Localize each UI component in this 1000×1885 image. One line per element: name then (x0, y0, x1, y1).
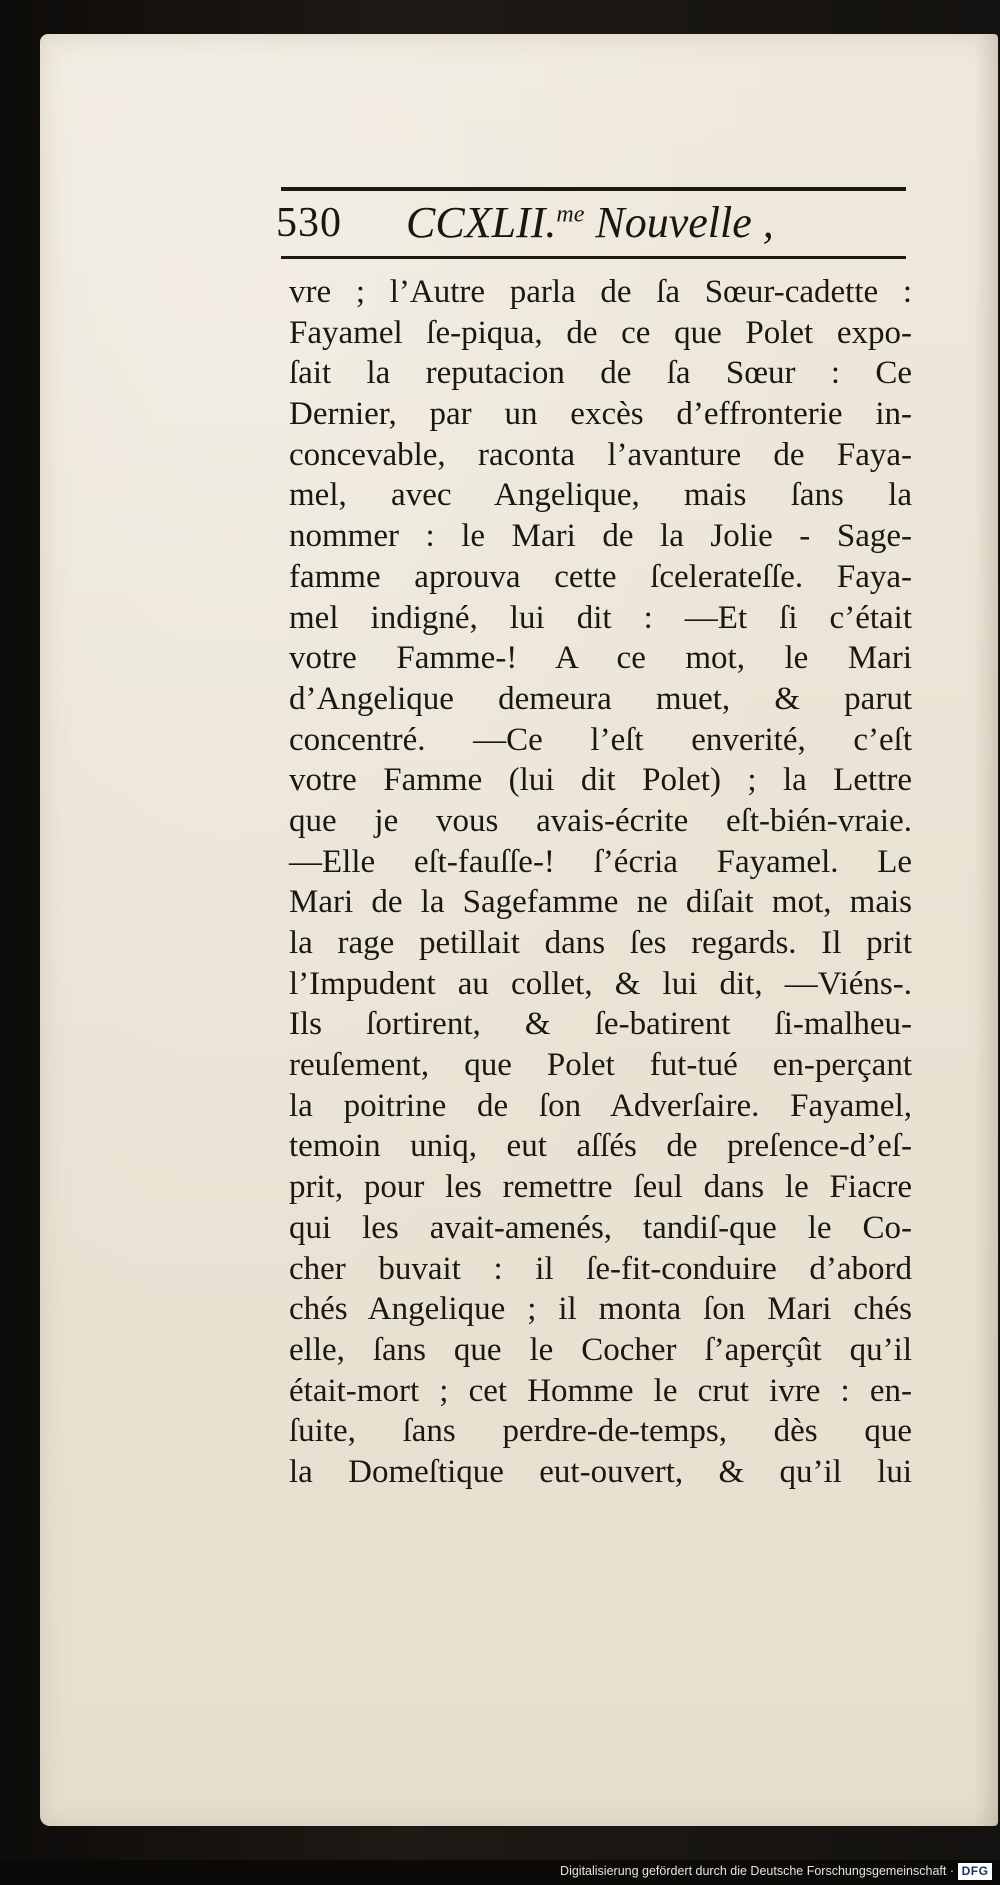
text-line: la Domeſtique eut-ouvert, & qu’il lui (289, 1453, 912, 1490)
running-head (406, 197, 774, 248)
header-rule-bottom (281, 256, 906, 259)
running-head-superscript: me (556, 201, 585, 228)
text-line: votre Famme (lui dit Polet) ; la Lettre (289, 762, 912, 799)
text-line: mel, avec Angelique, mais ſans la (289, 477, 912, 514)
body-text (289, 272, 912, 1493)
page-number: 530 (276, 200, 342, 246)
text-line: la poitrine de ſon Adverſaire. Fayamel, (289, 1087, 912, 1124)
page-header (276, 193, 916, 255)
text-line: Dernier, par un excès d’effronterie in- (289, 396, 912, 433)
digitization-credit: Digitalisierung gefördert durch die Deutsche Forschungsgemeinschaft · (560, 1864, 954, 1878)
text-line: mel indigné, lui dit : —Et ſi c’était (289, 599, 912, 636)
text-line: prit, pour les remettre ſeul dans le Fiacre (289, 1169, 912, 1206)
text-line: chés Angelique ; il monta ſon Mari chés (289, 1291, 912, 1328)
text-line: concentré. —Ce l’eſt enverité, c’eſt (289, 721, 912, 758)
text-line: vre ; l’Autre parla de ſa Sœur-cadette : (289, 274, 912, 310)
text-line: temoin uniq, eut aſſés de preſence-d’eſ- (289, 1128, 912, 1165)
page-edge-shadow (974, 34, 998, 1826)
text-line: famme aprouva cette ſceleratеſſe. Faya- (289, 558, 912, 595)
running-head-numeral: CCXLII. (406, 198, 557, 247)
text-line: —Elle eſt-fauſſe-! ſ’écria Fayamel. Le (289, 843, 912, 880)
text-line: l’Impudent au collet, & lui dit, —Viéns-. (289, 965, 912, 1002)
text-line: Fayamel ſe-piqua, de ce que Polet expo- (289, 314, 912, 351)
text-line: cher buvait : il ſe-fit-conduire d’abord (289, 1250, 912, 1287)
header-rule-top (281, 187, 906, 191)
text-line: la rage petillait dans ſes regards. Il prit (289, 925, 912, 961)
text-line: ſuite, ſans perdre-de-temps, dès que (289, 1413, 912, 1450)
dfg-logo: DFG (958, 1863, 992, 1880)
text-line: nommer : le Mari de la Jolie - Sage- (289, 518, 912, 555)
text-line: qui les avait-amenés, tandiſ-que le Co- (289, 1209, 912, 1246)
text-line: Ils ſortirent, & ſe-batirent ſi-malheu- (289, 1006, 912, 1043)
text-line: elle, ſans que le Cocher ſ’aperçût qu’il (289, 1331, 912, 1368)
text-line: reuſement, que Polet fut-tué en-perçant (289, 1047, 912, 1084)
text-line: concevable, raconta l’avanture de Faya- (289, 436, 912, 473)
text-line: était-mort ; cet Homme le crut ivre : en- (289, 1372, 912, 1409)
text-line: Mari de la Sagefamme ne diſait mot, mais (289, 884, 912, 921)
text-line: que je vous avais-écrite eſt-bién-vraie. (289, 802, 912, 839)
text-line: ſait la reputacion de ſa Sœur : Ce (289, 355, 912, 392)
running-head-title: Nouvelle , (595, 198, 774, 247)
text-line: votre Famme-! A ce mot, le Mari (289, 640, 912, 677)
text-line: d’Angelique demeura muet, & parut (289, 680, 912, 717)
